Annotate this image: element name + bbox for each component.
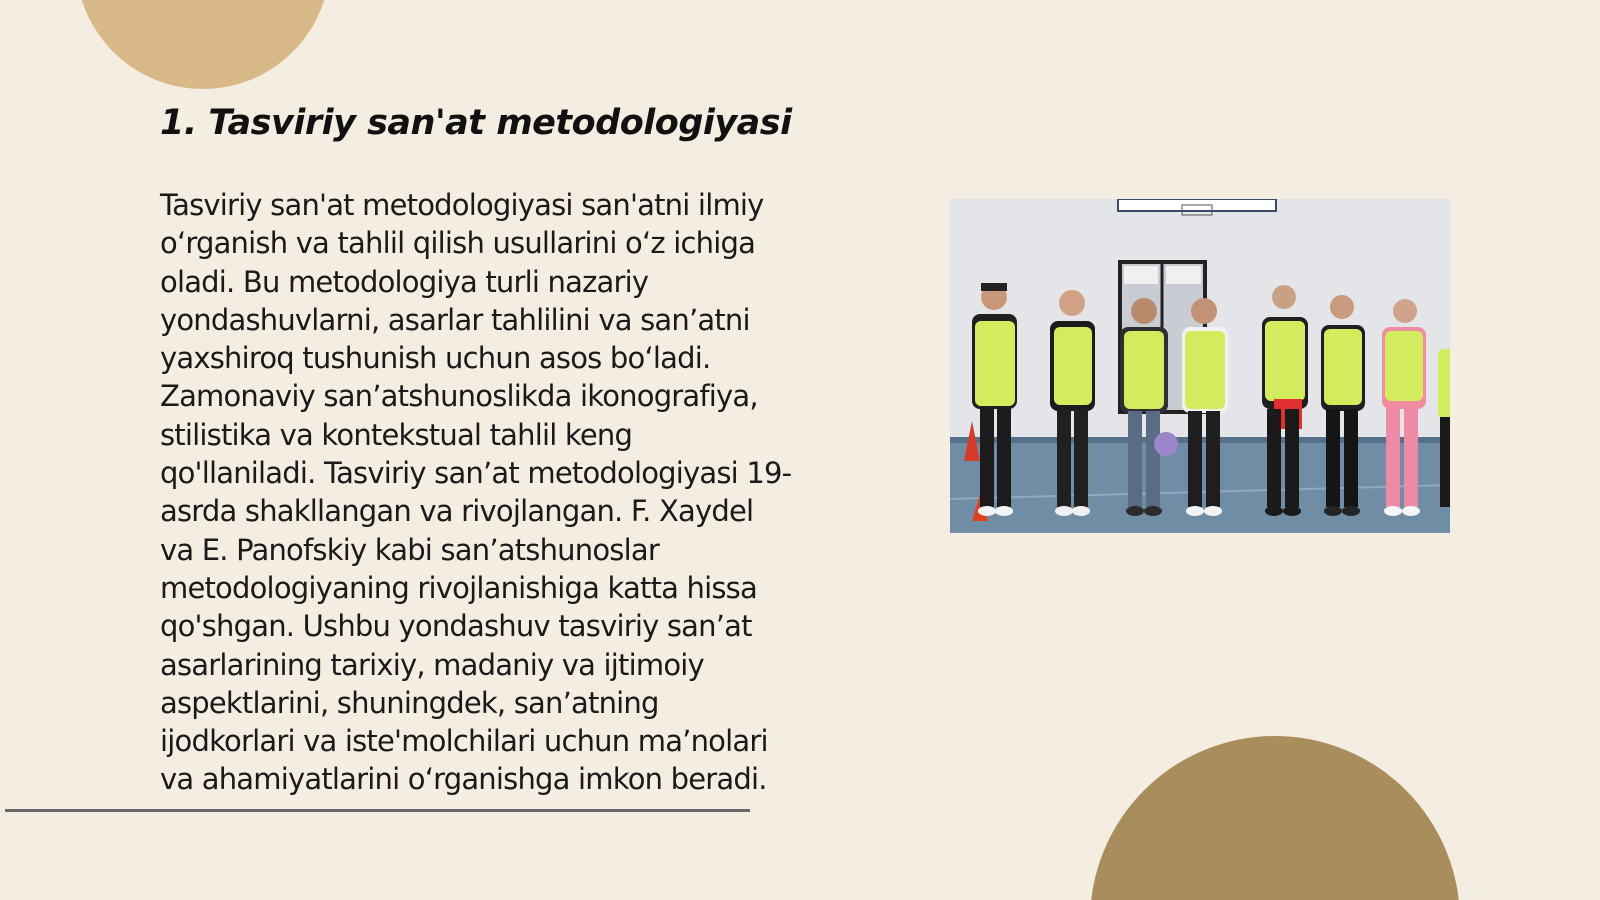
group-photo: [950, 199, 1450, 533]
body-line: oladi. Bu metodologiya turli nazariy: [160, 264, 649, 299]
decorative-circle-bottom: [1090, 736, 1460, 900]
body-line: metodologiyaning rivojlanishiga katta hissa: [160, 570, 757, 605]
body-line: yondashuvlarni, asarlar tahlilini va san’atni: [160, 302, 750, 337]
horizontal-divider: [5, 809, 750, 812]
body-line: Tasviriy san'at metodologiyasi san'atni ilmiy: [160, 188, 764, 222]
body-text: [160, 186, 850, 799]
body-line: va ahamiyatlarini o‘rganishga imkon beradi.: [160, 762, 767, 797]
slide-title: 1. Tasviriy san'at metodologiyasi: [160, 103, 792, 143]
body-line: yaxshiroq tushunish uchun asos bo‘ladi.: [160, 341, 711, 376]
body-line: stilistika va kontekstual tahlil keng: [160, 417, 633, 452]
body-line: aspektlarini, shuningdek, san’atning: [160, 685, 659, 720]
body-line: ijodkorlari va iste'molchilari uchun ma’nolari: [160, 724, 768, 759]
body-line: asrda shakllangan va rivojlangan. F. Xaydel: [160, 494, 754, 529]
decorative-circle-top: [76, 0, 330, 89]
body-line: o‘rganish va tahlil qilish usullarini o‘z ichiga: [160, 226, 756, 261]
body-line: Zamonaviy san’atshunoslikda ikonografiya,: [160, 379, 758, 414]
body-line: asarlarining tarixiy, madaniy va ijtimoiy: [160, 647, 704, 682]
body-line: qo'llaniladi. Tasviriy san’at metodologiyasi 19-: [160, 456, 792, 491]
body-line: qo'shgan. Ushbu yondashuv tasviriy san’at: [160, 609, 752, 644]
body-line: va E. Panofskiy kabi san’atshunoslar: [160, 532, 659, 567]
